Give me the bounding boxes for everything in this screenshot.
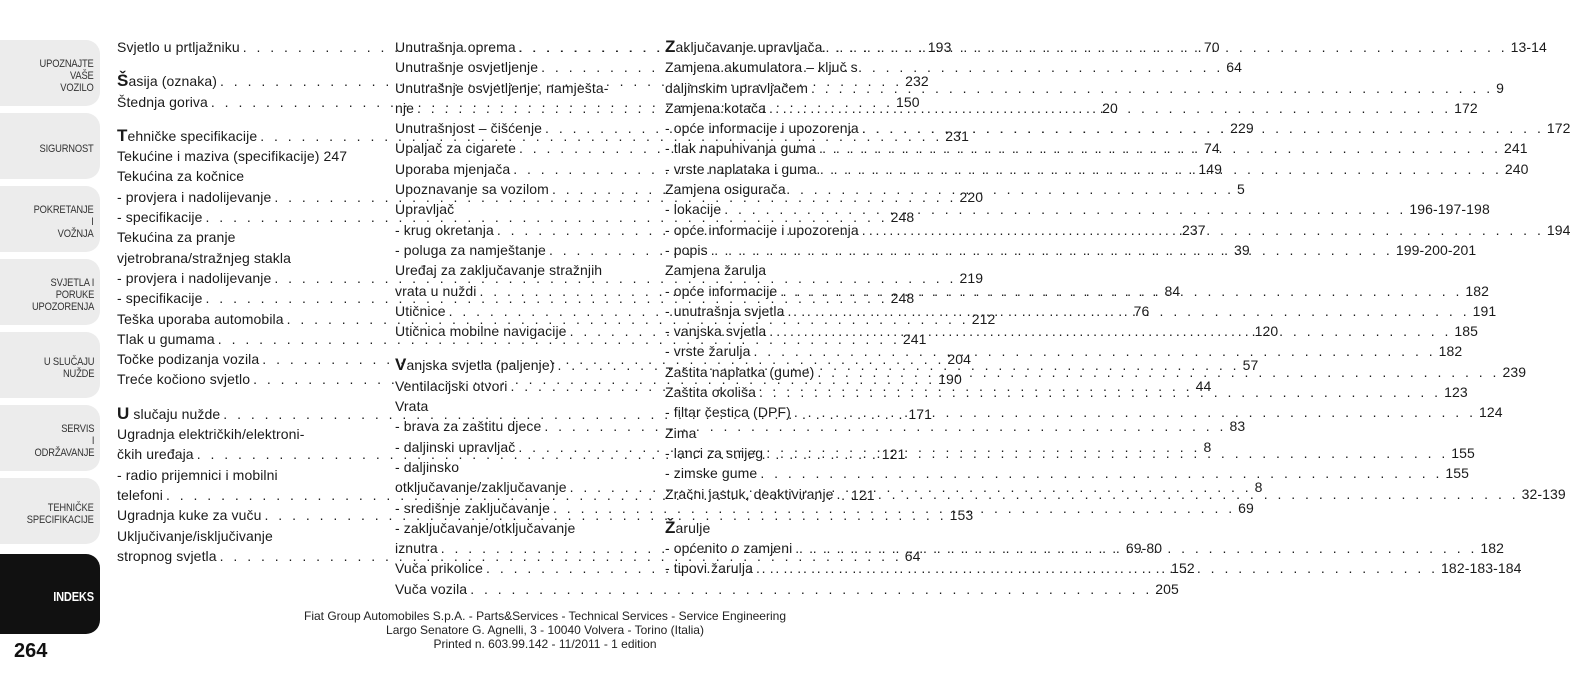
index-entry[interactable]: Treće kočiono svjetlo . . . 190 (117, 369, 367, 389)
tab-label: POKRETANJE I VOŽNJA (34, 204, 94, 240)
tab-indeks[interactable] (0, 554, 100, 634)
index-entry[interactable]: - provjera i nadolijevanje . . . 220 (117, 187, 367, 207)
index-entry[interactable]: - zimske gume . . . 155 (665, 463, 915, 483)
index-entry[interactable]: Ventilacijski otvori . . . 44 (395, 376, 641, 396)
index-entry[interactable]: Unutrašnja oprema . . . 70 (395, 37, 641, 57)
index-entry[interactable]: telefoni . . . 121 (117, 485, 367, 505)
index-heading: Uređaj za zaključavanje stražnjih (395, 262, 603, 279)
index-heading: Zima (665, 424, 697, 441)
index-entry[interactable]: - vrste naplataka i guma . . . 240 (665, 159, 915, 179)
index-heading: - daljinsko (395, 458, 460, 475)
index-entry[interactable]: - općenito o zamjeni . . . 182 (665, 538, 915, 558)
index-entry[interactable]: Unutrašnje osvjetljenje . . . 64 (395, 57, 641, 77)
index-entry[interactable]: - vanjska svjetla . . . 185 (665, 321, 915, 341)
index-heading: Vrata (395, 398, 429, 415)
index-heading: Unutrašnje osvjetljenje, namješta- (395, 79, 609, 96)
index-entry[interactable]: - tipovi žarulja . . . 182-183-184 (665, 558, 915, 578)
index-entry[interactable]: Utičnica mobilne navigacije . . . 120 (395, 321, 641, 341)
index-heading: Upravljač (395, 201, 455, 218)
index-heading: - zaključavanje/otključavanje (395, 519, 576, 536)
index-entry[interactable]: Teška uporaba automobila . . . 212 (117, 309, 367, 329)
index-heading: Tekućina za kočnice (117, 168, 245, 185)
index-entry[interactable]: - lanci za snijeg . . . 155 (665, 443, 915, 463)
index-entry[interactable]: nje . . . 20 (395, 98, 641, 118)
index-entry[interactable]: vrata u nuždi . . . 84 (395, 281, 641, 301)
index-entry[interactable]: Tlak u gumama . . . 241 (117, 329, 367, 349)
index-entry[interactable]: - unutrašnja svjetla . . . 191 (665, 301, 915, 321)
index-entry[interactable]: daljinskim upravljačem . . . 9 (665, 78, 915, 98)
index-entry[interactable]: - popis . . . 199-200-201 (665, 240, 915, 260)
tab-u-slucaju-nuzde[interactable] (0, 332, 100, 398)
index-entry[interactable]: stropnog svjetla . . . 64 (117, 546, 367, 566)
index-entry[interactable]: - provjera i nadolijevanje . . . 219 (117, 268, 367, 288)
tab-label: UPOZNAJTE VAŠE VOZILO (39, 58, 94, 94)
index-heading: Žarulje (665, 517, 711, 537)
index-entry[interactable]: Upaljač za cigarete . . . 74 (395, 138, 641, 158)
index-entry[interactable]: - opće informacije i upozorenja . . . 194 (665, 220, 915, 240)
index-entry[interactable]: Utičnice . . . 76 (395, 301, 641, 321)
index-entry[interactable]: Štednja goriva . . . 150 (117, 92, 367, 112)
index-entry[interactable]: Točke podizanja vozila . . . 204 (117, 349, 367, 369)
index-entry[interactable]: - središnje zaključavanje . . . 69 (395, 498, 641, 518)
tab-svjetla-i-poruke[interactable] (0, 259, 100, 325)
footer-line: Fiat Group Automobiles S.p.A. - Parts&Services - Technical Services - Service Engineering (304, 609, 786, 623)
index-entry[interactable]: Zamjena kotača . . . 172 (665, 98, 915, 118)
index-heading: Zamjena žarulja (665, 262, 767, 279)
index-heading: - radio prijemnici i mobilni (117, 466, 278, 483)
index-entry[interactable]: - specifikacije . . . 248 (117, 207, 367, 227)
index-entry[interactable]: iznutra . . . 69-80 (395, 538, 641, 558)
tab-upoznajte-vase-vozilo[interactable] (0, 40, 100, 106)
index-entry[interactable]: - lokacije . . . 196-197-198 (665, 199, 915, 219)
index-entry[interactable]: - specifikacije . . . 248 (117, 288, 367, 308)
index-heading: Ugradnja električkih/elektroni- (117, 426, 305, 443)
tab-tehnicke-specifikacije[interactable] (0, 478, 100, 544)
tab-label: TEHNIČKE SPECIFIKACIJE (27, 502, 94, 526)
index-entry[interactable]: Zaštita okoliša . . . 123 (665, 382, 915, 402)
index-entry[interactable]: - opće informacije . . . 182 (665, 281, 915, 301)
index-heading: Zamjena akumulatora – ključ s (665, 59, 858, 76)
tab-pokretanje-i-voznja[interactable] (0, 186, 100, 252)
index-entry[interactable]: U slučaju nužde . . . 171 (117, 404, 367, 424)
index-entry[interactable]: - opće informacije i upozorenja . . . 172 (665, 118, 915, 138)
tab-label: SERVIS I ODRŽAVANJE (34, 423, 94, 459)
tab-label: SVJETLA I PORUKE UPOZORENJA (31, 277, 94, 313)
page-number: 264 (14, 640, 48, 662)
index-entry[interactable]: - brava za zaštitu djece . . . 83 (395, 416, 641, 436)
index-entry[interactable]: čkih uređaja . . . 121 (117, 444, 367, 464)
index-entry[interactable]: Ugradnja kuke za vuču . . . 153 (117, 505, 367, 525)
tab-label: U SLUČAJU NUŽDE (43, 356, 94, 380)
index-entry[interactable]: Uporaba mjenjača . . . 149 (395, 159, 641, 179)
index-entry[interactable]: - vrste žarulja . . . 182 (665, 341, 915, 361)
index-entry[interactable]: Zračni jastuk, deaktiviranje . . . 32-139 (665, 484, 915, 504)
index-entry[interactable]: Zaključavanje upravljača . . . 13-14 (665, 37, 915, 57)
footer-line: Largo Senatore G. Agnelli, 3 - 10040 Volvera - Torino (Italia) (386, 623, 704, 637)
index-heading: vjetrobrana/stražnjeg stakla (117, 249, 291, 266)
index-entry[interactable]: - filtar čestica (DPF) . . . 124 (665, 402, 915, 422)
index-heading: Zamjena osigurača (665, 181, 786, 198)
footer-line: Printed n. 603.99.142 - 11/2011 - 1 edition (433, 637, 657, 651)
index-entry[interactable]: Vuča vozila . . . 205 (395, 579, 641, 599)
publisher-footer (235, 609, 855, 651)
index-entry[interactable]: Tehničke specifikacije . . . 231 (117, 126, 367, 146)
tab-label: INDEKS (53, 589, 94, 604)
tab-label: SIGURNOST (39, 143, 94, 155)
tab-servis-i-odrzavanje[interactable] (0, 405, 100, 471)
index-entry[interactable]: - daljinski upravljač . . . 8 (395, 437, 641, 457)
index-entry[interactable]: Tekućine i maziva (specifikacije) 247 (117, 148, 348, 165)
index-entry[interactable]: Vuča prikolice . . . 152 (395, 558, 641, 578)
index-entry[interactable]: Svjetlo u prtljažniku . . . 193 (117, 37, 367, 57)
index-entry[interactable]: Unutrašnjost – čišćenje . . . 229 (395, 118, 641, 138)
index-entry[interactable]: otključavanje/zaključavanje . . . 8 (395, 477, 641, 497)
index-heading: Tekućina za pranje (117, 229, 236, 246)
index-heading: Uključivanje/isključivanje (117, 527, 273, 544)
tab-sigurnost[interactable] (0, 113, 100, 179)
index-entry[interactable]: Zaštita naplatka (gume) . . . 239 (665, 362, 915, 382)
index-entry[interactable]: - tlak napuhivanja guma . . . 241 (665, 138, 915, 158)
index-entry[interactable]: - poluga za namještanje . . . 39 (395, 240, 641, 260)
index-entry[interactable]: - krug okretanja . . . 237 (395, 220, 641, 240)
index-entry[interactable]: Šasija (oznaka) . . . 232 (117, 71, 367, 91)
index-entry[interactable]: Vanjska svjetla (paljenje) . . . 57 (395, 355, 641, 375)
index-entry[interactable]: Upoznavanje sa vozilom . . . 5 (395, 179, 641, 199)
